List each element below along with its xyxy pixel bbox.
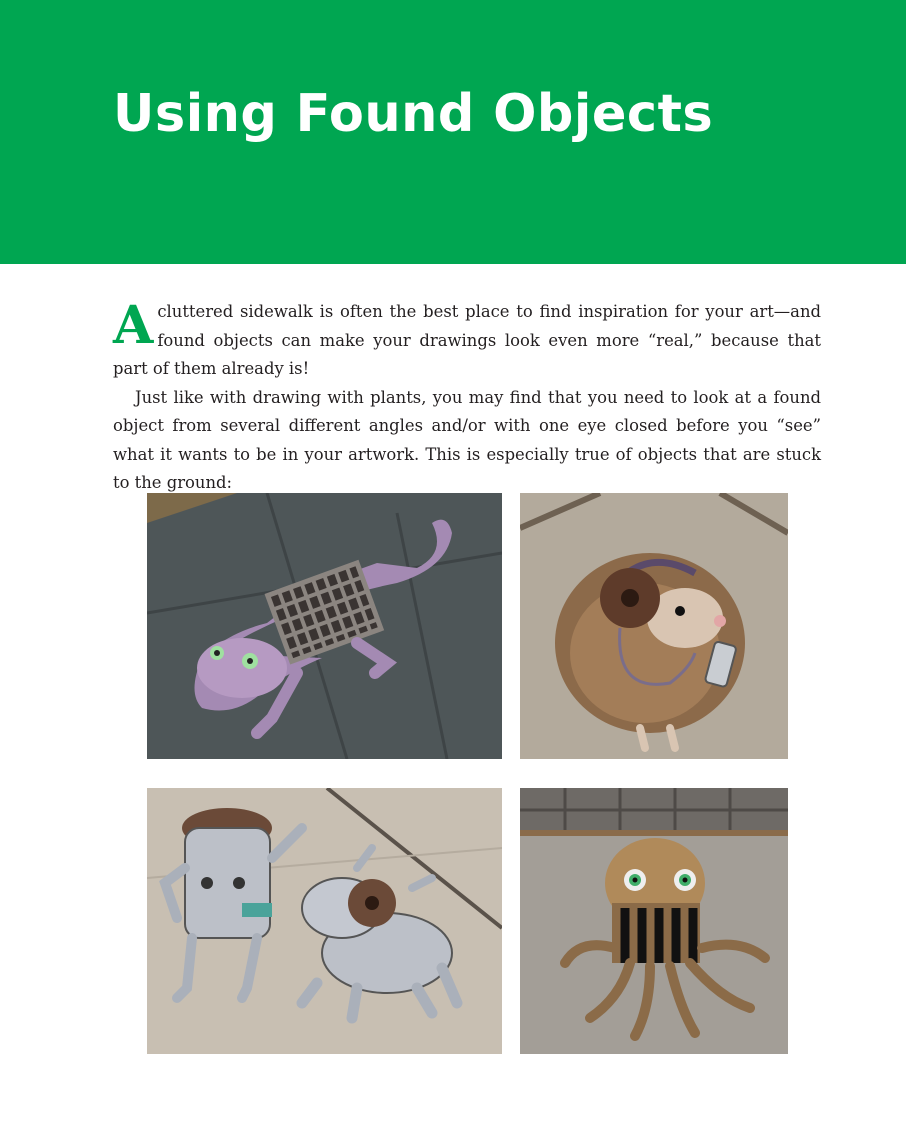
page-title: Using Found Objects xyxy=(113,84,714,144)
intro-paragraph-text: cluttered sidewalk is often the best place to find inspiration for your art—and found objects can make your drawings look even more “real,” because that part of them already is! xyxy=(113,302,821,378)
drop-cap: A xyxy=(113,295,154,356)
alligator-drain-photo xyxy=(147,493,502,759)
hedgehog-headphones-photo xyxy=(520,493,788,759)
hedgehog-headphones-photo-art xyxy=(520,493,788,759)
octopus-grate-photo-art xyxy=(520,788,788,1054)
robot-and-dog-photo xyxy=(147,788,502,1054)
alligator-drain-photo-art xyxy=(147,493,502,759)
body-text xyxy=(113,295,821,498)
intro-paragraph xyxy=(113,295,821,384)
octopus-grate-photo xyxy=(520,788,788,1054)
robot-and-dog-photo-art xyxy=(147,788,502,1054)
second-paragraph: Just like with drawing with plants, you may find that you need to look at a found object from several different angles and/or with one eye closed before you “see” what it wants to be in your artwork. This is especially true of objects that are stuck to the ground: xyxy=(113,387,821,492)
title-banner xyxy=(0,0,906,264)
